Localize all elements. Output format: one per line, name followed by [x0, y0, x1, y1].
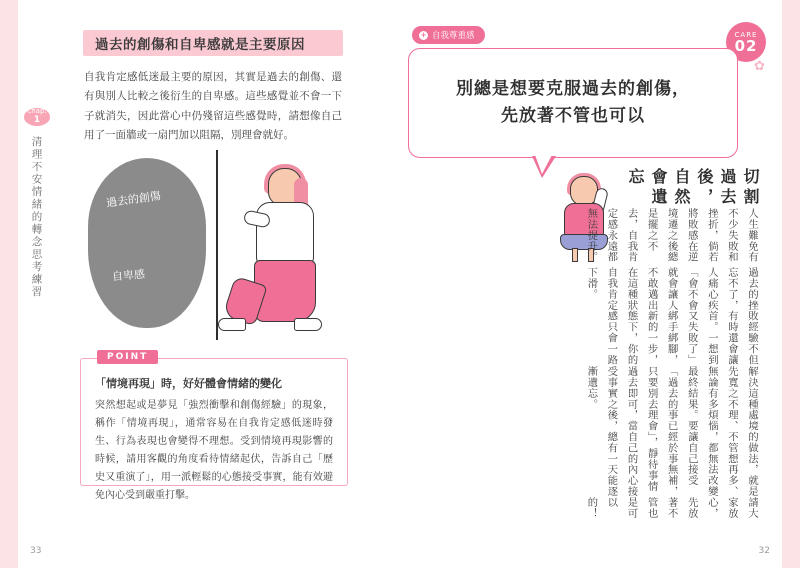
left-body-text: 自我肯定感低迷最主要的原因，其實是過去的創傷、還有與別人比較之後衍生的自卑感。這些感覺並不會一下子就消失，因此當心中仍殘留這些感覺時，請想像自己用了一面牆或一扇門加以阻隔，別理會就好。	[84, 71, 342, 142]
blob-label-inferiority: 自卑感	[111, 267, 146, 284]
spread-content	[18, 0, 782, 568]
page-edge-right	[782, 0, 800, 568]
care-badge-number: 02	[734, 36, 758, 55]
vertical-subtitle: 切割過去後，自然會遺忘	[626, 168, 760, 208]
vertical-text-block	[577, 168, 762, 520]
left-illustration	[88, 150, 338, 345]
vertical-column-2: 過去的挫敗經驗不但忘不了，有時還會讓人痛心疾首。一想到「會不會又失敗了」就會讓人綁手綁腳，不敢邁出新的一步，在這種狀態下，你的自我肯定感只會一路下滑。	[585, 266, 758, 365]
topic-chip-label: 自我尊重感	[432, 31, 475, 41]
vertical-column-1: 人生難免有不少失敗和挫折，倘若將敗感在逆境遷之後總是擺之不去，自我肯定感永遠都無法提升。	[585, 208, 758, 263]
person-shoe-left	[218, 318, 246, 331]
folio-right: 32	[758, 546, 770, 556]
chapter-tab	[22, 107, 52, 299]
chapter-badge-label: chap.	[27, 107, 47, 115]
headline-line-2: 先放著不管也可以	[501, 106, 645, 126]
topic-chip	[412, 26, 485, 44]
person-figure	[238, 168, 334, 340]
section-heading	[83, 30, 343, 56]
care-badge-label: CARE	[734, 30, 758, 39]
plus-icon: +	[420, 31, 427, 39]
point-tag: POINT	[97, 350, 158, 364]
headline-bubble	[408, 48, 738, 158]
left-page	[18, 0, 400, 568]
person-shoe-right	[294, 318, 322, 331]
right-page	[400, 0, 782, 568]
chapter-badge-number: 1	[33, 114, 41, 125]
chapter-vertical-title: 清理不安情緒的轉念思考練習	[30, 135, 43, 299]
point-title: 「情境再現」時，好好體會情緒的變化	[95, 377, 282, 390]
bubble-tail	[532, 156, 556, 178]
point-body: 突然想起或是夢見「強烈衝擊和創傷經驗」的現象，稱作「情境再現」，通常容易在自我肯定感低迷時發生、行為表現也會變得不理想。受到情境再現影響的時候，請用客觀的角度看待情緒起伏，告訴自己「歷史又重演了」，用一派輕鬆的心態接受事實，能有效避免內心受到嚴重打擊。	[95, 400, 333, 501]
wall-line	[216, 150, 218, 340]
person-torso	[256, 202, 314, 264]
page-edge-left	[0, 0, 18, 568]
headline-line-1: 別總是想要克服過去的創傷，	[456, 78, 690, 99]
flower-icon: ✿	[754, 59, 765, 74]
vertical-column-3: 解決這種處境的做法，就是先寬之不理、不管想再多、無論有多煩惱，都無法改變最終結果。要讓自己接受「過去的事已經於事無補，只要別去理會」，靜待事情過去即可，當自己的內心接受事實之後，總有一天能逐漸遺忘。	[585, 366, 758, 498]
vertical-column-4: 請大家放心，先放著不管也是可以的！	[585, 497, 758, 520]
chapter-badge	[24, 108, 50, 126]
point-box	[80, 352, 348, 501]
blob-label-trauma: 過去的創傷	[105, 189, 162, 210]
section-heading-text: 過去的創傷和自卑感就是主要原因	[95, 37, 305, 53]
folio-left: 33	[30, 546, 42, 556]
trauma-blob	[88, 158, 206, 328]
